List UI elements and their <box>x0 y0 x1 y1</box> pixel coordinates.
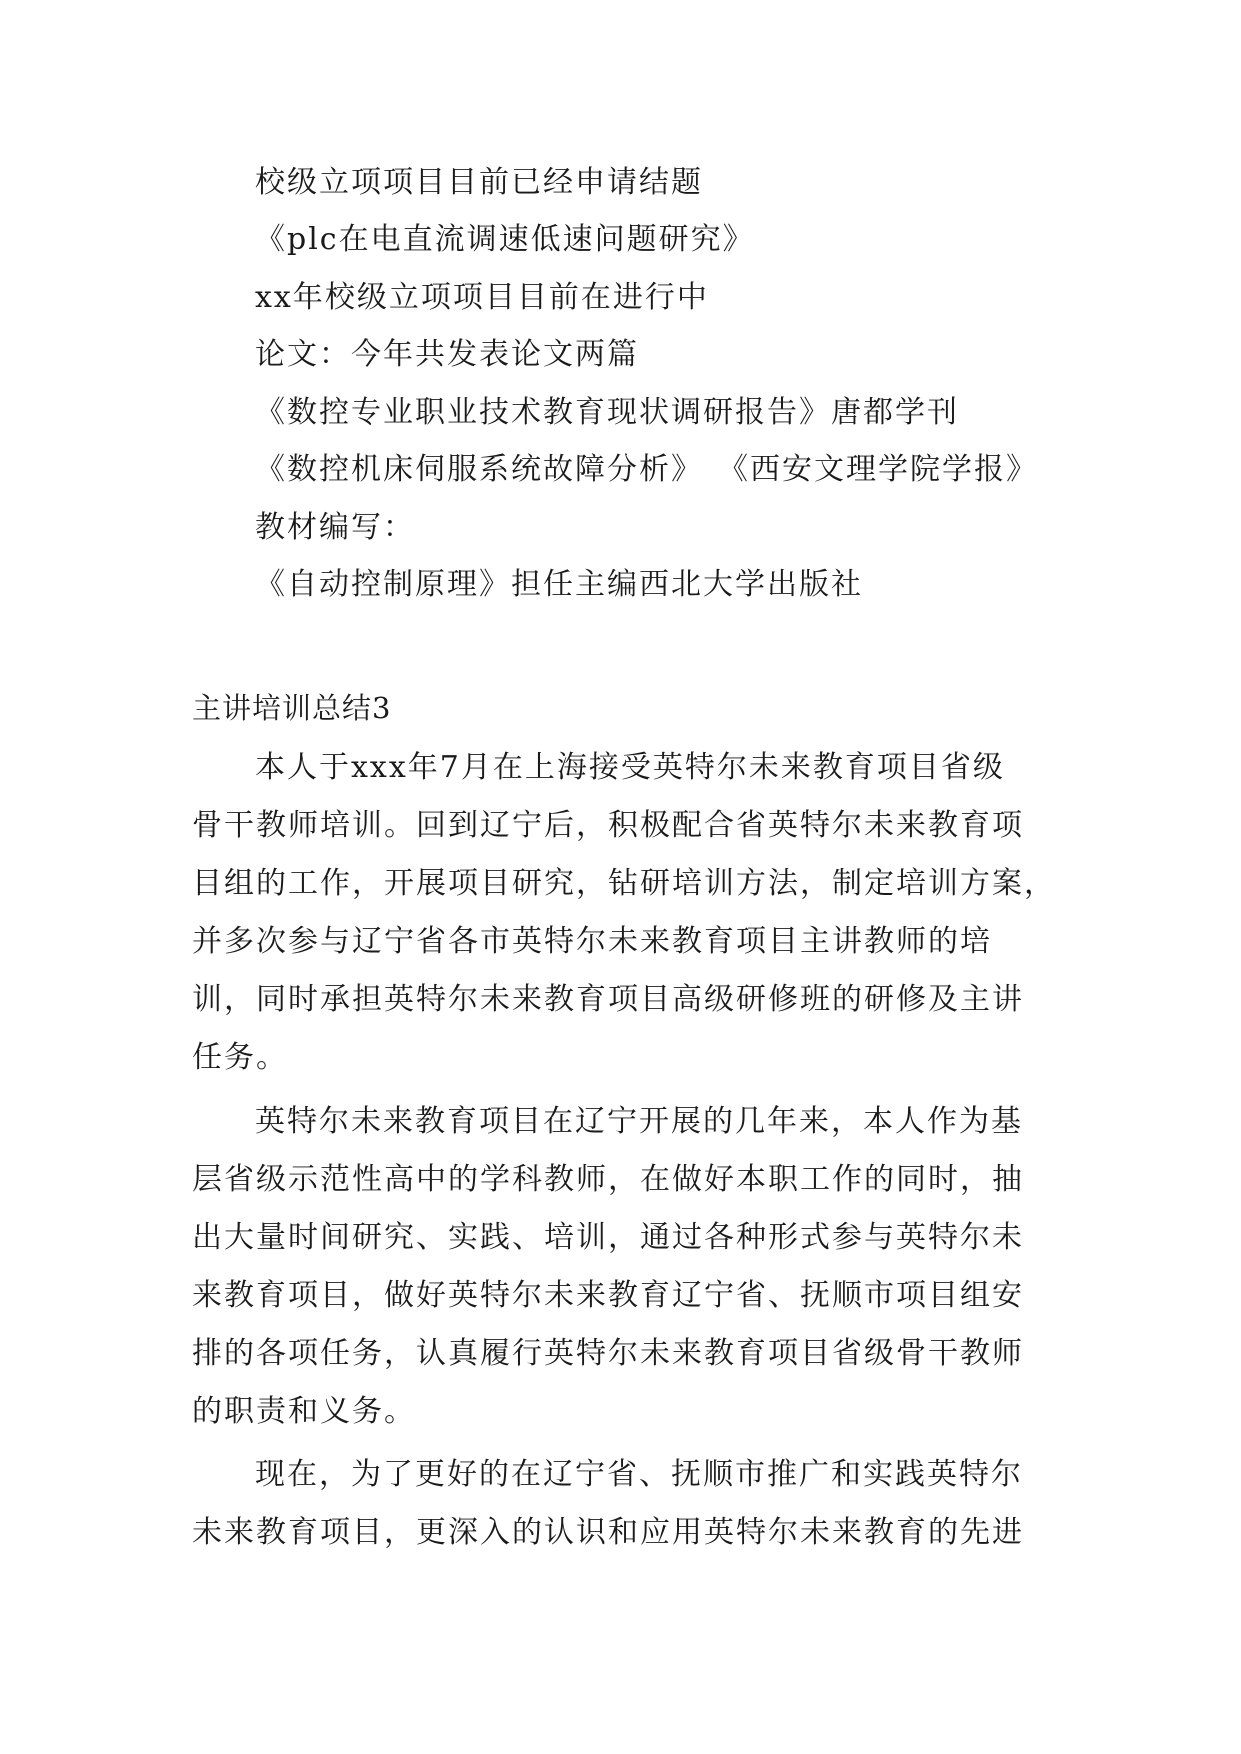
paragraph-line: 目组的工作，开展项目研究，钻研培训方法，制定培训方案， <box>192 866 1056 901</box>
paragraph-line: 并多次参与辽宁省各市英特尔未来教育项目主讲教师的培 <box>192 924 992 959</box>
paragraph-line: 出大量时间研究、实践、培训，通过各种形式参与英特尔未 <box>192 1220 1024 1255</box>
paragraph-line: 来教育项目，做好英特尔未来教育辽宁省、抚顺市项目组安 <box>192 1278 1024 1313</box>
paragraph-line: 排的各项任务，认真履行英特尔未来教育项目省级骨干教师 <box>192 1336 1024 1371</box>
paragraph-line: 现在，为了更好的在辽宁省、抚顺市推广和实践英特尔 <box>255 1457 1023 1492</box>
text-line: 《plc在电直流调速低速问题研究》 <box>255 222 755 257</box>
paragraph-line: 的职责和义务。 <box>192 1394 416 1429</box>
paragraph-line: 训，同时承担英特尔未来教育项目高级研修班的研修及主讲 <box>192 982 1024 1017</box>
paragraph-line: 英特尔未来教育项目在辽宁开展的几年来，本人作为基 <box>255 1104 1023 1139</box>
paragraph-line: 任务。 <box>192 1040 288 1075</box>
section-heading: 主讲培训总结3 <box>192 691 392 725</box>
text-line: 《数控专业职业技术教育现状调研报告》唐都学刊 <box>255 395 959 430</box>
text-line: 教材编写： <box>255 510 415 545</box>
paragraph-line: 本人于xxx年7月在上海接受英特尔未来教育项目省级 <box>255 750 1005 785</box>
paragraph-line: 骨干教师培训。回到辽宁后，积极配合省英特尔未来教育项 <box>192 808 1024 843</box>
book-title: 《数控机床伺服系统故障分析》 <box>255 452 703 487</box>
text-line <box>255 450 1038 490</box>
text-line: 《自动控制原理》担任主编西北大学出版社 <box>255 567 863 602</box>
text-line: 论文：今年共发表论文两篇 <box>255 337 639 372</box>
paragraph-line: 层省级示范性高中的学科教师，在做好本职工作的同时，抽 <box>192 1162 1024 1197</box>
text-line: xx年校级立项项目目前在进行中 <box>255 280 709 315</box>
paragraph-line: 未来教育项目，更深入的认识和应用英特尔未来教育的先进 <box>192 1515 1024 1550</box>
journal-title: 《西安文理学院学报》 <box>733 452 1038 487</box>
text-line: 校级立项项目目前已经申请结题 <box>255 165 703 200</box>
